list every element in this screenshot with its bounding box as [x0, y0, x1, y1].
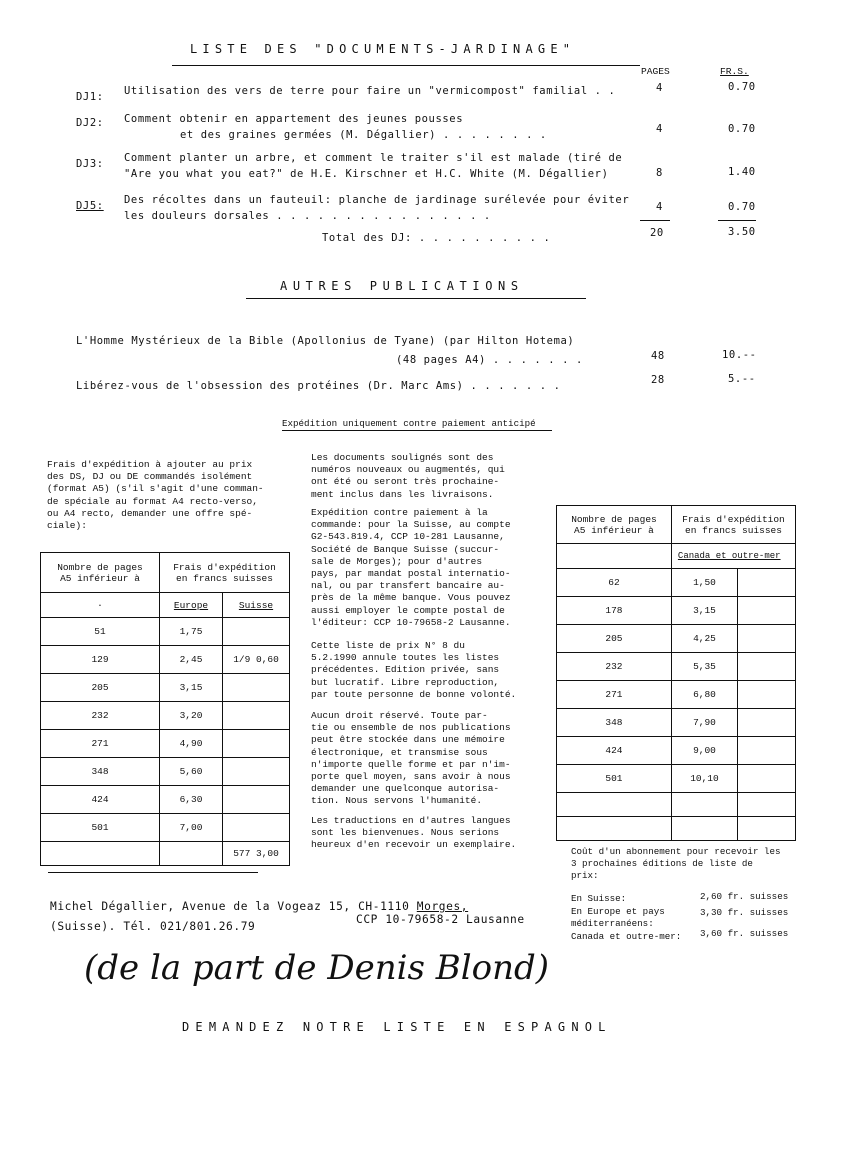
- table-row: 348 7,90: [557, 709, 796, 737]
- expedition-note: Expédition uniquement contre paiement anticipé: [282, 418, 536, 429]
- table-row: 348 5,60: [41, 758, 290, 786]
- dj-title-line: "Are you what you eat?" de H.E. Kirschner et H.C. White (M. Dégallier): [124, 168, 609, 180]
- table-row: 178 3,15: [557, 597, 796, 625]
- header-europe: Europe: [160, 593, 223, 618]
- pub1-title: L'Homme Mystérieux de la Bible (Apollonius de Tyane) (par Hilton Hotema): [76, 335, 575, 347]
- pub2-price: 5.--: [728, 373, 756, 385]
- pub1-price: 10.--: [722, 349, 757, 361]
- table-row: 62 1,50: [557, 569, 796, 597]
- abo-label: méditerranéens:: [571, 918, 654, 929]
- address-ccp: CCP 10-79658-2 Lausanne: [356, 913, 525, 926]
- abo-value: 3,30 fr. suisses: [700, 907, 789, 918]
- header-pages: Nombre de pages A5 inférieur à: [557, 506, 672, 544]
- abo-label: En Europe et pays: [571, 906, 665, 917]
- note-translations: Les traductions en d'autres langues sont les bienvenues. Nous serions heureux d'en recevoir un exemplaire.: [311, 815, 517, 851]
- col-price-header: FR.S.: [720, 66, 749, 77]
- page-title: LISTE DES "DOCUMENTS-JARDINAGE": [190, 42, 576, 56]
- dj-pages: 4: [656, 123, 663, 135]
- dj-code: DJ5:: [76, 200, 104, 212]
- table-row: 271 4,90: [41, 730, 290, 758]
- handwritten-note: (de la part de Denis Blond): [84, 948, 550, 988]
- table-row: 51 1,75: [41, 618, 290, 646]
- autres-title: AUTRES PUBLICATIONS: [280, 279, 524, 293]
- pub2-pages: 28: [651, 374, 665, 386]
- col-pages-header: PAGES: [641, 66, 670, 77]
- spanish-list-footer: DEMANDEZ NOTRE LISTE EN ESPAGNOL: [182, 1020, 612, 1034]
- table-row: 271 6,80: [557, 681, 796, 709]
- note-price-list: Cette liste de prix N° 8 du 5.2.1990 annule toutes les listes précédentes. Edition privée, sans but lucratif. Libre reproduction, par toute personne de bonne volonté.: [311, 640, 517, 700]
- table-row: 577 3,00: [41, 842, 290, 866]
- dj-title-line: et des graines germées (M. Dégallier) . . . . . . . .: [180, 129, 547, 141]
- dj-title-line: Utilisation des vers de terre pour faire un "vermicompost" familial . .: [124, 85, 616, 97]
- dj-price: 0.70: [728, 201, 756, 213]
- dj-pages: 4: [656, 82, 663, 94]
- total-price: 3.50: [728, 226, 756, 238]
- note-underlined-docs: Les documents soulignés sont des numéros nouveaux ou augmentés, qui ont été ou seront très prochaine- ment inclus dans les livraisons.: [311, 452, 505, 500]
- dj-title-line: les douleurs dorsales . . . . . . . . . . . . . . . .: [124, 210, 491, 222]
- table-row: 129 2,45 1/9 0,60: [41, 646, 290, 674]
- total-label: Total des DJ: . . . . . . . . . .: [322, 232, 551, 244]
- dj-code: DJ3:: [76, 158, 104, 170]
- pub2-title: Libérez-vous de l'obsession des protéines (Dr. Marc Ams) . . . . . . .: [76, 380, 561, 392]
- table-row: 424 9,00: [557, 737, 796, 765]
- address-phone: (Suisse). Tél. 021/801.26.79: [50, 920, 256, 933]
- dj-price: 0.70: [728, 81, 756, 93]
- total-pages: 20: [650, 227, 664, 239]
- header-blank: [557, 544, 672, 569]
- header-blank: ·: [41, 593, 160, 618]
- header-canada: Canada et outre-mer: [671, 544, 795, 569]
- abo-label: En Suisse:: [571, 893, 627, 904]
- pub1-pages: 48: [651, 350, 665, 362]
- table-row: 501 7,00: [41, 814, 290, 842]
- dj-price: 1.40: [728, 166, 756, 178]
- dj-code: DJ1:: [76, 91, 104, 103]
- table-row: 232 5,35: [557, 653, 796, 681]
- dj-title-line: Comment obtenir en appartement des jeunes pousses: [124, 113, 464, 125]
- table-row: 232 3,20: [41, 702, 290, 730]
- header-suisse: Suisse: [223, 593, 290, 618]
- expedition-underline: [282, 430, 552, 431]
- dj-price: 0.70: [728, 123, 756, 135]
- shipping-intro: Frais d'expédition à ajouter au prix des DS, DJ ou DE commandés isolément (format A5) (s'il s'agit d'une comman- de spéciale au format A4 recto-verso, ou A4 recto, demander une offre spé- ciale):: [47, 459, 264, 532]
- table-row: [557, 817, 796, 841]
- shipping-table-europe: [40, 552, 290, 866]
- note-rights: Aucun droit réservé. Toute par- tie ou ensemble de nos publications peut être stockée dans une mémoire électronique, et transmise sous n'importe quelle forme et par n'im- porte quel moyen, sans avoir à nous demander une quelconque autorisa- tion. Nous servons l'humanité.: [311, 710, 511, 807]
- table-row: 501 10,10: [557, 765, 796, 793]
- table-row: 205 4,25: [557, 625, 796, 653]
- pages-sum-line: [640, 220, 670, 221]
- header-frais: Frais d'expédition en francs suisses: [160, 553, 290, 593]
- abo-value: 2,60 fr. suisses: [700, 891, 789, 902]
- price-sum-line: [718, 220, 756, 221]
- abo-label: Canada et outre-mer:: [571, 931, 682, 942]
- header-pages: Nombre de pages A5 inférieur à: [41, 553, 160, 593]
- table-row: 205 3,15: [41, 674, 290, 702]
- subscription-text: Coût d'un abonnement pour recevoir les 3 prochaines éditions de liste de prix:: [571, 846, 781, 882]
- address-separator: [48, 872, 258, 873]
- dj-code: DJ2:: [76, 117, 104, 129]
- dj-title-line: Comment planter un arbre, et comment le traiter s'il est malade (tiré de: [124, 152, 623, 164]
- abo-value: 3,60 fr. suisses: [700, 928, 789, 939]
- dj-title-line: Des récoltes dans un fauteuil: planche de jardinage surélevée pour éviter: [124, 194, 630, 206]
- autres-underline: [246, 298, 586, 299]
- pub1-format: (48 pages A4) . . . . . . .: [396, 354, 583, 366]
- table-row: [557, 793, 796, 817]
- shipping-table-canada: [556, 505, 796, 841]
- address-line: Michel Dégallier, Avenue de la Vogeaz 15, CH-1110 Morges,: [50, 900, 469, 913]
- table-row: 424 6,30: [41, 786, 290, 814]
- dj-pages: 4: [656, 201, 663, 213]
- header-frais: Frais d'expédition en francs suisses: [671, 506, 795, 544]
- title-underline: [172, 65, 640, 66]
- note-payment: Expédition contre paiement à la commande: pour la Suisse, au compte G2-543.819.4, CCP 10-281 Lausanne, Société de Banque Suisse (succur- sale de Morges); pour d'autres pays, par mandat postal internatio- nal, ou par transfert bancaire au- près de la même banque. Vous pouvez aussi employer le compte postal de l'éditeur: CCP 10-79658-2 Lausanne.: [311, 507, 511, 628]
- dj-pages: 8: [656, 167, 663, 179]
